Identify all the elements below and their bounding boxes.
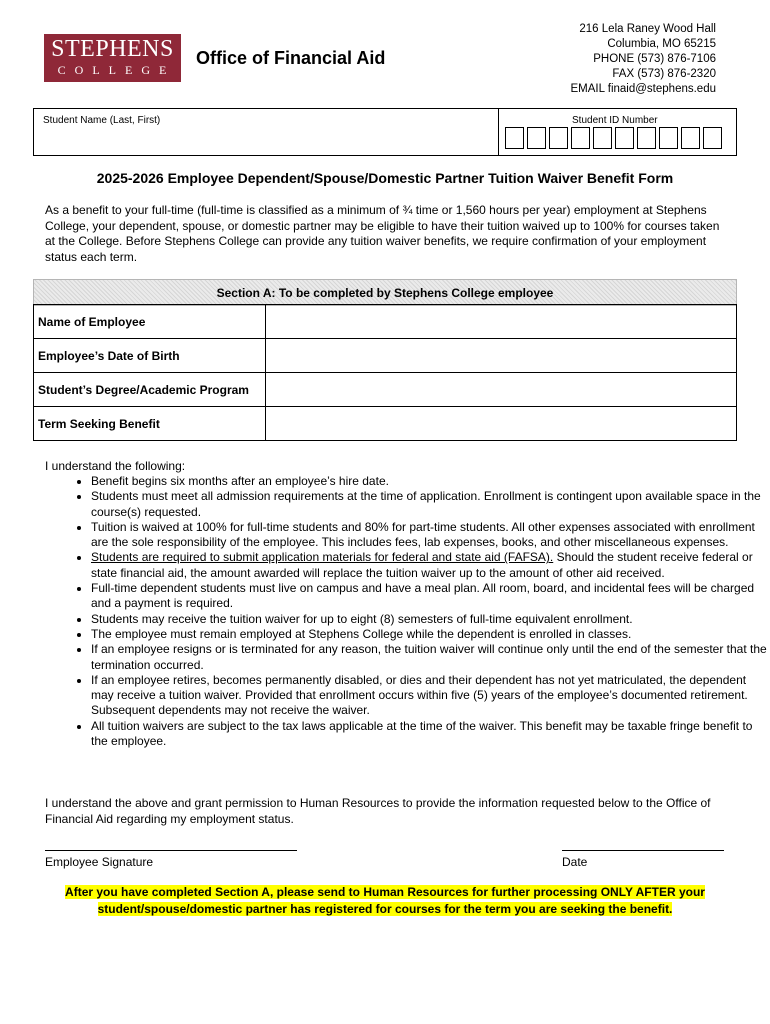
student-id-digit[interactable] [505, 127, 524, 149]
stephens-college-logo [44, 34, 181, 82]
logo-line-1: STEPHENS [51, 36, 174, 62]
term-benefit-label: Term Seeking Benefit [34, 407, 266, 441]
hr-notice [0, 884, 770, 918]
address-fax: FAX (573) 876-2320 [612, 68, 716, 80]
student-box-divider [498, 109, 499, 155]
logo-line-2: COLLEGE [57, 63, 176, 77]
student-id-digit[interactable] [571, 127, 590, 149]
address-line: 216 Lela Raney Wood Hall [579, 23, 716, 35]
list-item: • Tuition is waived at 100% for full-time students and 80% for part-time students. All other expenses associated with enrollment are the sole responsibility of the employee. This includes fees, lab expenses, books, and other miscellaneous expenses. [91, 520, 767, 551]
list-item [91, 550, 767, 581]
list-item: • All tuition waivers are subject to the tax laws applicable at the time of the waiver. This benefit may be taxable fringe benefit to the employee. [91, 719, 767, 750]
list-item: • Full-time dependent students must live on campus and have a meal plan. All room, board, and incidental fees will be charged and a payment is required. [91, 581, 767, 612]
degree-program-field[interactable] [266, 373, 737, 407]
student-id-label: Student ID Number [572, 115, 658, 126]
list-item: • Students may receive the tuition waiver for up to eight (8) semesters of full-time equivalent enrollment. [91, 612, 767, 627]
student-name-label: Student Name (Last, First) [43, 115, 161, 126]
date-label: Date [562, 855, 588, 869]
understand-label: I understand the following: [45, 459, 186, 473]
student-id-digit[interactable] [593, 127, 612, 149]
signature-line[interactable] [45, 850, 297, 851]
student-id-digit[interactable] [615, 127, 634, 149]
employee-name-label: Name of Employee [34, 305, 266, 339]
date-line[interactable] [562, 850, 724, 851]
list-item: • Students must meet all admission requirements at the time of application. Enrollment is contingent upon available space in the course(s) requested. [91, 489, 767, 520]
list-item: • If an employee retires, becomes permanently disabled, or dies and their dependent has not yet matriculated, the dependent may receive a tuition waiver. Provided that enrollment occurs within five (5) years of the employee’s documented retirement. Subsequent dependents may not receive the waiver. [91, 673, 767, 719]
grant-permission-text: I understand the above and grant permission to Human Resources to provide the information requested below to the Office of Financial Aid regarding my employment status. [45, 796, 711, 826]
employee-name-field[interactable] [266, 305, 737, 339]
student-id-digit-boxes [505, 127, 722, 149]
list-item: • Benefit begins six months after an employee’s hire date. [91, 474, 767, 489]
student-id-digit[interactable] [527, 127, 546, 149]
student-id-digit[interactable] [703, 127, 722, 149]
fafsa-requirement: Students are required to submit application materials for federal and state aid (FAFSA). [91, 550, 554, 565]
degree-program-label: Student’s Degree/Academic Program [34, 373, 266, 407]
employee-dob-label: Employee’s Date of Birth [34, 339, 266, 373]
fafsa-detail: Should the student receive federal or state financial aid, the amount awarded will replace the tuition waiver up to the amount of other aid received. [91, 550, 753, 580]
employee-info-table [33, 304, 737, 441]
address-city: Columbia, MO 65215 [607, 38, 716, 50]
office-title: Office of Financial Aid [196, 48, 386, 68]
list-item: • If an employee resigns or is terminated for any reason, the tuition waiver will continue only until the end of the semester that the termination occurred. [91, 642, 767, 673]
table-row [34, 373, 737, 407]
signature-label: Employee Signature [45, 855, 154, 869]
student-id-digit[interactable] [637, 127, 656, 149]
hr-notice-text: After you have completed Section A, please send to Human Resources for further processing ONLY AFTER your student/spouse/domestic partner has registered for courses for the term you are seeking the benefit. [65, 885, 705, 916]
table-row [34, 407, 737, 441]
list-item: • The employee must remain employed at Stephens College while the dependent is enrolled in classes. [91, 627, 767, 642]
student-id-digit[interactable] [549, 127, 568, 149]
section-a-header: Section A: To be completed by Stephens College employee [33, 279, 737, 306]
student-id-digit[interactable] [659, 127, 678, 149]
table-row [34, 339, 737, 373]
office-address [570, 22, 716, 97]
employee-dob-field[interactable] [266, 339, 737, 373]
intro-paragraph: As a benefit to your full-time (full-time is classified as a minimum of ¾ time or 1,560 hours per year) employment at Stephens College, your dependent, spouse, or domestic partner may be eligible to have their tuition waived up to 100% for courses taken at the College. Before Stephens College can provide any tuition waiver benefits, we require confirmation of your employment status each term. [45, 203, 720, 264]
terms-list [49, 474, 767, 749]
student-id-digit[interactable] [681, 127, 700, 149]
term-benefit-field[interactable] [266, 407, 737, 441]
student-info-box [33, 108, 737, 156]
form-title: 2025-2026 Employee Dependent/Spouse/Domestic Partner Tuition Waiver Benefit Form [96, 170, 674, 186]
address-phone: PHONE (573) 876-7106 [593, 53, 716, 65]
address-email: EMAIL finaid@stephens.edu [570, 83, 716, 95]
table-row [34, 305, 737, 339]
